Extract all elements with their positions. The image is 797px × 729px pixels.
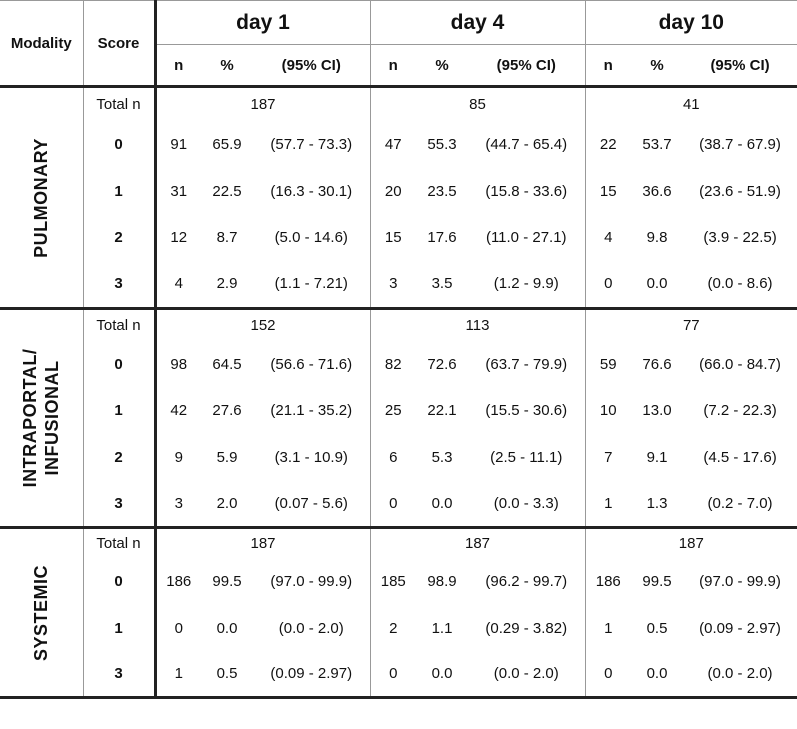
- ci-cell: (0.09 - 2.97): [699, 619, 781, 637]
- n-cell: 4: [604, 229, 613, 246]
- score-cell: 0: [83, 121, 155, 168]
- percent-cell: 53.7: [642, 135, 672, 153]
- ci-cell: (97.0 - 99.9): [699, 573, 781, 590]
- ci-cell: (0.0 - 2.0): [683, 652, 797, 698]
- ci-cell: (0.0 - 3.3): [468, 481, 585, 528]
- percent-cell: 55.3: [427, 135, 457, 153]
- percent-cell: 2.0: [201, 481, 253, 528]
- n-header: n: [155, 45, 201, 87]
- day-header: day 10: [585, 1, 797, 45]
- ci-cell: (0.29 - 3.82): [468, 605, 585, 652]
- percent-cell: 17.6: [427, 229, 457, 246]
- percent-cell: 2.9: [201, 261, 253, 309]
- score-cell: 3: [83, 652, 155, 698]
- ci-cell: (66.0 - 84.7): [699, 355, 781, 373]
- table-row: [0, 261, 797, 309]
- ci-cell: (57.7 - 73.3): [253, 121, 370, 168]
- ci-cell: (1.1 - 7.21): [253, 261, 370, 309]
- n-header: n: [585, 45, 631, 87]
- ci-cell: (56.6 - 71.6): [253, 341, 370, 388]
- total-n-cell: 187: [155, 87, 370, 121]
- ci-cell: (4.5 - 17.6): [703, 448, 777, 466]
- ci-cell: (23.6 - 51.9): [699, 182, 781, 200]
- percent-cell: 1.3: [631, 481, 683, 528]
- n-cell: 186: [166, 573, 192, 590]
- table-row: [0, 605, 797, 652]
- ci-cell: (7.2 - 22.3): [703, 402, 777, 419]
- percent-cell: 99.5: [212, 573, 242, 590]
- n-cell: 22: [599, 135, 617, 153]
- table-row: [0, 168, 797, 215]
- n-cell: 25: [384, 402, 402, 419]
- percent-cell: 36.6: [642, 182, 672, 200]
- n-cell: 15: [384, 229, 402, 246]
- ci-header: (95% CI): [468, 45, 585, 87]
- percent-cell: 23.5: [427, 182, 457, 200]
- n-cell: 0: [585, 261, 631, 309]
- modality-name: SYSTEMIC: [31, 564, 52, 661]
- percent-cell: 5.3: [431, 448, 453, 466]
- percent-cell: 1.1: [431, 619, 453, 637]
- modality-label: [0, 528, 83, 698]
- n-header: n: [370, 45, 416, 87]
- n-cell: 186: [595, 573, 621, 590]
- n-cell: 31: [170, 182, 188, 200]
- n-cell: 0: [370, 481, 416, 528]
- percent-cell: 99.5: [642, 573, 672, 590]
- score-cell: 2: [83, 215, 155, 261]
- ci-cell: (0.07 - 5.6): [253, 481, 370, 528]
- percent-header: %: [201, 45, 253, 87]
- table-row: [0, 388, 797, 434]
- table-row: [0, 559, 797, 605]
- percent-cell: 9.1: [646, 448, 668, 466]
- ci-cell: (21.1 - 35.2): [253, 388, 370, 434]
- percent-cell: 0.5: [646, 619, 668, 637]
- ci-cell: (38.7 - 67.9): [699, 135, 781, 153]
- ci-cell: (11.0 - 27.1): [468, 215, 585, 261]
- ci-cell: (96.2 - 99.7): [468, 559, 585, 605]
- n-cell: 7: [604, 448, 613, 466]
- score-cell: 0: [83, 559, 155, 605]
- total-n-cell: 77: [682, 316, 700, 334]
- ci-cell: (63.7 - 79.9): [468, 341, 585, 388]
- score-cell: 1: [83, 168, 155, 215]
- n-cell: 1: [604, 619, 613, 637]
- score-cell: 0: [83, 341, 155, 388]
- score-cell: 3: [83, 481, 155, 528]
- ci-cell: (97.0 - 99.9): [253, 559, 370, 605]
- table-row: [0, 121, 797, 168]
- percent-cell: 8.7: [216, 229, 238, 246]
- ci-cell: (0.0 - 8.6): [683, 261, 797, 309]
- n-cell: 47: [384, 135, 402, 153]
- n-cell: 2: [389, 619, 398, 637]
- total-n-cell: 187: [370, 528, 585, 559]
- day-header: day 1: [155, 1, 370, 45]
- table-row: [0, 87, 797, 121]
- ci-cell: (15.8 - 33.6): [468, 168, 585, 215]
- percent-header: %: [631, 45, 683, 87]
- score-cell: 3: [83, 261, 155, 309]
- percent-cell: 76.6: [642, 355, 672, 373]
- percent-cell: 22.1: [427, 402, 457, 419]
- percent-cell: 0.0: [216, 619, 238, 637]
- n-cell: 82: [384, 355, 402, 373]
- modality-label: [0, 87, 83, 309]
- percent-cell: 72.6: [427, 355, 457, 373]
- n-cell: 4: [155, 261, 201, 309]
- total-label: Total n: [83, 528, 155, 559]
- total-n-cell: 152: [155, 309, 370, 341]
- ci-cell: (3.9 - 22.5): [703, 229, 777, 246]
- total-n-cell: 187: [155, 528, 370, 559]
- n-cell: 0: [174, 619, 183, 637]
- n-cell: 91: [170, 135, 188, 153]
- total-n-cell: 41: [682, 95, 700, 113]
- percent-cell: 0.0: [416, 481, 468, 528]
- ci-cell: (0.2 - 7.0): [683, 481, 797, 528]
- percent-cell: 0.0: [416, 652, 468, 698]
- total-n-cell: 187: [678, 535, 704, 553]
- modality-label: [0, 309, 83, 528]
- ci-cell: (2.5 - 11.1): [468, 434, 585, 481]
- score-cell: 1: [83, 605, 155, 652]
- n-cell: 12: [170, 229, 188, 246]
- ci-cell: (0.0 - 2.0): [468, 652, 585, 698]
- n-cell: 1: [585, 481, 631, 528]
- percent-cell: 0.0: [631, 261, 683, 309]
- n-cell: 3: [155, 481, 201, 528]
- percent-cell: 98.9: [427, 573, 457, 590]
- score-cell: 2: [83, 434, 155, 481]
- table-row: [0, 528, 797, 559]
- percent-cell: 22.5: [212, 182, 242, 200]
- n-cell: 6: [389, 448, 398, 466]
- ci-header: (95% CI): [253, 45, 370, 87]
- ci-cell: (3.1 - 10.9): [253, 434, 370, 481]
- percent-cell: 65.9: [212, 135, 242, 153]
- score-cell: 1: [83, 388, 155, 434]
- percent-cell: 13.0: [642, 402, 672, 419]
- n-cell: 59: [599, 355, 617, 373]
- percent-cell: 27.6: [212, 402, 242, 419]
- percent-cell: 9.8: [646, 229, 668, 246]
- percent-cell: 0.5: [201, 652, 253, 698]
- ci-cell: (16.3 - 30.1): [253, 168, 370, 215]
- day-header: day 4: [370, 1, 585, 45]
- n-cell: 9: [174, 448, 183, 466]
- table-row: [0, 652, 797, 698]
- n-cell: 0: [370, 652, 416, 698]
- total-n-cell: 113: [370, 309, 585, 341]
- n-cell: 0: [585, 652, 631, 698]
- percent-header: %: [416, 45, 468, 87]
- ci-cell: (0.09 - 2.97): [253, 652, 370, 698]
- table-row: [0, 434, 797, 481]
- n-cell: 1: [155, 652, 201, 698]
- n-cell: 15: [599, 182, 617, 200]
- table-row: [0, 341, 797, 388]
- modality-name: INTRAPORTAL/ INFUSIONAL: [20, 348, 63, 488]
- ci-header: (95% CI): [683, 45, 797, 87]
- total-label: Total n: [83, 87, 155, 121]
- percent-cell: 0.0: [631, 652, 683, 698]
- n-cell: 42: [170, 402, 188, 419]
- n-cell: 10: [599, 402, 617, 419]
- ci-cell: (1.2 - 9.9): [468, 261, 585, 309]
- n-cell: 98: [170, 355, 188, 373]
- ci-cell: (0.0 - 2.0): [253, 605, 370, 652]
- table-row: [0, 309, 797, 341]
- table-row: [0, 215, 797, 261]
- total-label: Total n: [83, 309, 155, 341]
- table-body: [0, 87, 797, 698]
- ci-cell: (44.7 - 65.4): [468, 121, 585, 168]
- percent-cell: 5.9: [216, 448, 238, 466]
- score-header: Score: [83, 1, 155, 87]
- n-cell: 185: [380, 573, 406, 590]
- ci-cell: (5.0 - 14.6): [253, 215, 370, 261]
- modality-name: PULMONARY: [31, 137, 52, 258]
- table-row: [0, 481, 797, 528]
- n-cell: 3: [370, 261, 416, 309]
- total-n-cell: 85: [370, 87, 585, 121]
- ci-cell: (15.5 - 30.6): [468, 388, 585, 434]
- percent-cell: 64.5: [212, 355, 242, 373]
- modality-header: Modality: [0, 1, 83, 87]
- percent-cell: 3.5: [416, 261, 468, 309]
- n-cell: 20: [384, 182, 402, 200]
